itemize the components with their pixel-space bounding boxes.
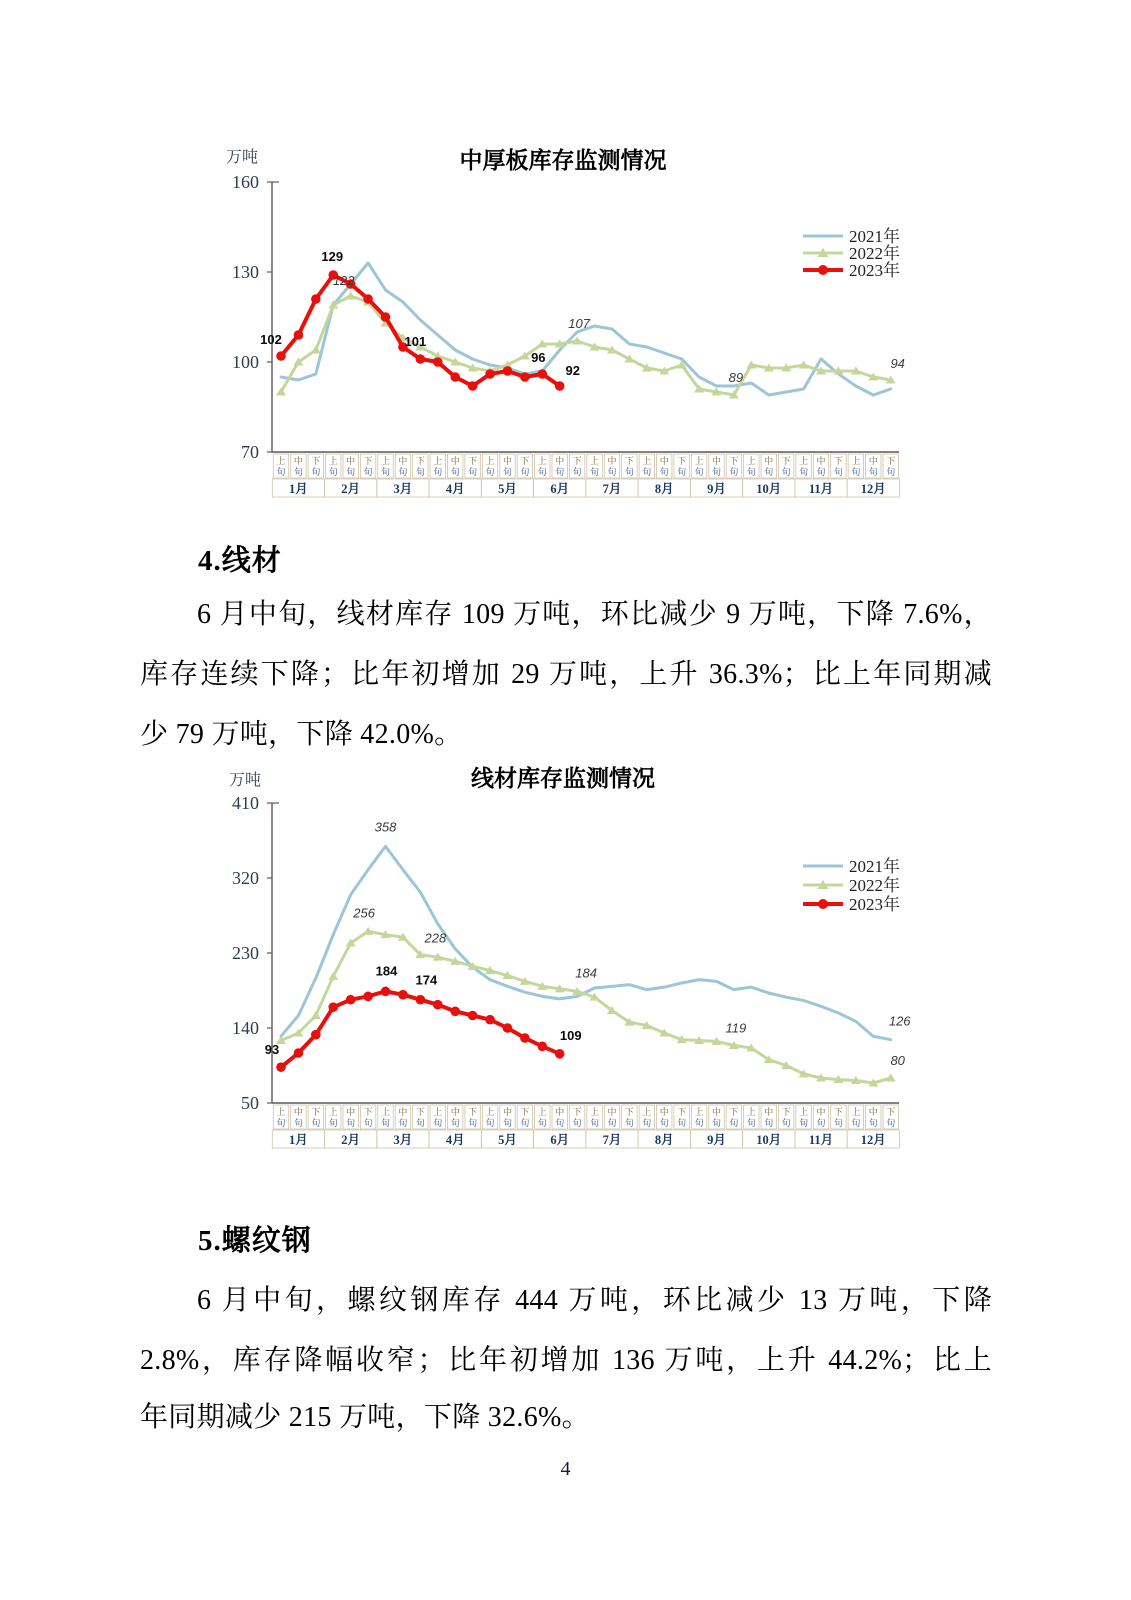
period-label-bottom: 旬 [886,467,896,477]
y-axis-tick-label: 50 [241,1093,259,1113]
period-label-top: 中 [450,456,460,466]
data-label-2023年: 184 [375,963,398,979]
period-label-bottom: 旬 [851,1118,861,1128]
x-axis [272,1103,899,1148]
period-label-top: 中 [555,456,565,466]
chart-medium-plate-inventory [0,130,1131,502]
period-label-bottom: 旬 [415,1118,425,1128]
circle-marker [311,294,321,304]
series-2022年 [276,927,896,1087]
period-label-top: 上 [537,456,547,466]
legend-item-2021年 [803,856,900,876]
y-axis-tick-label: 70 [241,442,259,462]
data-label-2021年: 358 [374,819,397,835]
chart-title: 线材库存监测情况 [471,766,655,791]
period-label-bottom: 旬 [694,467,704,477]
data-label-2022年: 107 [568,316,590,331]
period-label-top: 上 [276,456,286,466]
period-label-top: 上 [328,456,338,466]
period-label-bottom: 旬 [868,467,878,477]
data-label-2022年: 119 [725,1020,747,1036]
period-label-top: 上 [433,1107,443,1117]
chart-wire-rod-inventory [0,755,1131,1155]
period-label-top: 下 [624,456,634,466]
period-label-top: 下 [781,1107,791,1117]
month-label: 3月 [393,482,413,496]
period-label-bottom: 旬 [590,467,600,477]
month-label: 4月 [445,1133,465,1147]
period-label-bottom: 旬 [537,467,547,477]
data-label-2023年: 109 [559,1027,582,1043]
data-label-2023年: 102 [260,332,282,347]
month-label: 9月 [707,482,726,496]
period-label-top: 上 [851,1107,861,1117]
period-label-top: 上 [799,456,809,466]
paragraph-line: 少 79 万吨，下降 42.0%。 [140,719,463,750]
period-label-bottom: 旬 [868,1118,878,1128]
legend-item-2022年 [803,875,900,895]
month-label: 10月 [756,1133,782,1147]
period-label-bottom: 旬 [328,1118,338,1128]
period-label-top: 上 [276,1107,286,1117]
period-label-top: 上 [328,1107,338,1117]
legend-item-2023年 [803,260,900,280]
period-label-top: 下 [520,1107,530,1117]
month-label: 8月 [654,1133,674,1147]
legend-label: 2023年 [849,895,900,914]
x-axis [272,452,899,497]
chart-canvas [0,130,1131,502]
period-label-bottom: 旬 [711,467,722,477]
period-label-top: 下 [311,456,321,466]
y-axis-tick-label: 160 [232,172,259,192]
period-label-bottom: 旬 [572,467,582,477]
month-label: 2月 [341,1133,361,1147]
period-label-top: 下 [781,456,791,466]
circle-marker [381,312,391,322]
data-label-2022年: 228 [424,930,447,946]
period-label-top: 下 [572,456,582,466]
period-label-bottom: 旬 [624,1118,634,1128]
period-label-top: 上 [694,456,704,466]
period-label-bottom: 旬 [520,1118,530,1128]
period-label-top: 下 [363,1107,373,1117]
circle-marker [328,1002,338,1012]
period-label-bottom: 旬 [346,1118,356,1128]
series-2023年 [276,987,564,1072]
month-label: 6月 [550,482,570,496]
circle-marker [433,1000,443,1010]
period-label-top: 中 [293,456,303,466]
month-label: 10月 [756,482,782,496]
data-label-2023年: 92 [565,363,580,378]
circle-marker [555,1049,565,1059]
period-label-bottom: 旬 [433,1118,443,1128]
period-label-top: 下 [886,456,896,466]
period-label-bottom: 旬 [363,467,373,477]
month-label: 9月 [707,1133,726,1147]
period-label-top: 上 [746,456,756,466]
period-label-top: 下 [415,1107,425,1117]
period-label-bottom: 旬 [502,467,512,477]
period-label-bottom: 旬 [468,1118,478,1128]
series-line-2022年 [281,296,891,395]
period-label-bottom: 旬 [520,467,530,477]
data-label-2022年: 122 [332,273,355,288]
circle-marker [294,330,304,340]
legend-label: 2023年 [849,261,900,280]
data-label-2022年: 94 [890,356,905,371]
period-label-top: 下 [468,1107,478,1117]
period-label-top: 中 [293,1107,303,1117]
month-label: 5月 [498,482,517,496]
period-label-bottom: 旬 [415,467,425,477]
period-label-bottom: 旬 [799,467,809,477]
period-label-bottom: 旬 [328,467,338,477]
data-label-2023年: 96 [531,350,546,365]
period-label-top: 上 [590,1107,600,1117]
period-label-top: 上 [537,1107,547,1117]
period-label-top: 中 [450,1107,460,1117]
month-label: 12月 [860,482,886,496]
period-label-bottom: 旬 [764,1118,774,1128]
period-label-bottom: 旬 [851,467,861,477]
legend-label: 2021年 [849,857,900,876]
circle-marker [468,381,478,391]
legend-label: 2022年 [849,244,900,263]
y-axis-tick-label: 140 [232,1018,259,1039]
period-label-bottom: 旬 [468,467,478,477]
series-2021年 [281,846,891,1039]
period-label-bottom: 旬 [816,1118,826,1128]
section-heading-wire-rod: 4.线材 [198,545,282,577]
chart-canvas [0,755,1131,1155]
data-label-2023年: 93 [264,1042,280,1058]
period-label-top: 中 [868,1107,878,1117]
period-label-bottom: 旬 [642,1118,652,1128]
y-axis-unit-label: 万吨 [225,149,259,166]
period-label-bottom: 旬 [537,1118,547,1128]
period-label-top: 下 [833,1107,843,1117]
period-label-bottom: 旬 [729,467,739,477]
period-label-bottom: 旬 [711,1118,722,1128]
period-label-bottom: 旬 [502,1118,512,1128]
circle-marker [416,995,426,1005]
series-line-2022年 [281,931,891,1083]
period-label-bottom: 旬 [363,1118,373,1128]
period-label-top: 下 [572,1107,582,1117]
period-label-top: 上 [485,456,495,466]
period-label-top: 中 [398,456,408,466]
month-label: 5月 [498,1133,517,1147]
triangle-marker [311,346,321,354]
circle-marker [433,357,443,367]
period-label-bottom: 旬 [381,467,391,477]
period-label-top: 中 [346,456,356,466]
period-label-top: 下 [886,1107,896,1117]
chart-title: 中厚板库存监测情况 [459,148,667,173]
data-label-2022年: 256 [353,905,375,921]
period-label-top: 上 [799,1107,809,1117]
period-label-top: 下 [833,456,843,466]
period-label-bottom: 旬 [799,1118,809,1128]
circle-marker [311,1030,321,1040]
period-label-top: 上 [381,1107,391,1117]
period-label-bottom: 旬 [433,467,443,477]
month-label: 1月 [289,482,308,496]
circle-marker [520,1033,530,1043]
period-label-bottom: 旬 [607,467,617,477]
legend [803,856,900,914]
period-label-bottom: 旬 [659,467,669,477]
page-number: 4 [560,1458,571,1480]
month-label: 7月 [602,482,622,496]
paragraph-line: 年同期减少 215 万吨，下降 32.6%。 [140,1402,590,1433]
series-line-2021年 [281,846,891,1039]
period-label-bottom: 旬 [311,467,321,477]
period-label-top: 中 [607,456,617,466]
period-label-bottom: 旬 [450,1118,460,1128]
period-label-top: 中 [346,1107,356,1117]
period-label-top: 中 [555,1107,565,1117]
period-label-bottom: 旬 [833,467,843,477]
period-label-top: 中 [764,1107,774,1117]
period-label-bottom: 旬 [293,467,303,477]
y-axis-unit-label: 万吨 [228,772,262,789]
period-label-top: 上 [642,456,652,466]
period-label-top: 中 [816,1107,826,1117]
period-label-bottom: 旬 [381,1118,391,1128]
circle-marker [450,372,460,382]
period-label-top: 中 [764,456,774,466]
period-label-bottom: 旬 [624,467,634,477]
period-label-top: 下 [729,456,739,466]
period-label-top: 上 [485,1107,495,1117]
period-label-top: 上 [746,1107,756,1117]
circle-marker [818,265,828,275]
period-label-bottom: 旬 [781,1118,791,1128]
period-label-top: 上 [694,1107,704,1117]
month-label: 4月 [445,482,465,496]
circle-marker [346,995,356,1005]
circle-marker [381,987,391,997]
circle-marker [468,1011,478,1021]
month-label: 1月 [289,1133,308,1147]
period-label-bottom: 旬 [276,467,286,477]
circle-marker [485,1015,495,1025]
month-label: 11月 [808,482,834,496]
period-label-top: 上 [381,456,391,466]
y-axis-tick-label: 130 [232,262,259,282]
month-label: 7月 [602,1133,622,1147]
period-label-bottom: 旬 [555,1118,565,1128]
circle-marker [294,1048,304,1058]
period-label-bottom: 旬 [590,1118,600,1128]
period-label-bottom: 旬 [346,467,356,477]
period-label-top: 中 [816,456,826,466]
period-label-bottom: 旬 [886,1118,896,1128]
circle-marker [276,351,286,361]
circle-marker [538,1042,548,1052]
period-label-top: 中 [868,456,878,466]
period-label-bottom: 旬 [781,467,791,477]
y-axis-tick-label: 320 [232,868,259,889]
period-label-top: 中 [502,456,512,466]
period-label-top: 中 [659,456,669,466]
legend [803,226,900,280]
period-label-bottom: 旬 [450,467,460,477]
period-label-top: 中 [711,456,722,466]
circle-marker [538,369,548,379]
month-label: 2月 [341,482,361,496]
period-label-bottom: 旬 [816,467,826,477]
period-label-top: 下 [677,1107,687,1117]
period-label-top: 上 [851,456,861,466]
legend-item-2023年 [803,894,900,914]
section-heading-rebar: 5.螺纹钢 [198,1225,312,1257]
paragraph-line: 6 月中旬，螺纹钢库存 444 万吨，环比减少 13 万吨，下降 [197,1285,992,1316]
legend-label: 2022年 [849,876,900,895]
period-label-top: 下 [520,456,530,466]
month-label: 12月 [860,1133,886,1147]
data-label-2023年: 101 [404,334,427,349]
period-label-bottom: 旬 [764,467,774,477]
circle-marker [398,990,408,1000]
period-label-bottom: 旬 [276,1118,286,1128]
legend-label: 2021年 [849,227,900,246]
period-label-top: 上 [590,456,600,466]
period-label-bottom: 旬 [729,1118,739,1128]
circle-marker [555,381,565,391]
circle-marker [818,899,828,909]
data-label-2021年: 126 [888,1013,911,1029]
period-label-top: 上 [433,456,443,466]
period-label-top: 下 [624,1107,634,1117]
period-label-bottom: 旬 [642,467,652,477]
period-label-top: 下 [468,456,478,466]
period-label-top: 中 [607,1107,617,1117]
period-label-bottom: 旬 [607,1118,617,1128]
period-label-bottom: 旬 [659,1118,669,1128]
period-label-bottom: 旬 [398,467,408,477]
period-label-top: 下 [677,456,687,466]
month-label: 3月 [393,1133,413,1147]
data-label-2022年: 184 [575,965,597,981]
legend-item-2021年 [803,226,900,246]
data-label-2023年: 129 [321,249,344,264]
month-label: 11月 [808,1133,834,1147]
period-label-top: 下 [415,456,425,466]
period-label-bottom: 旬 [485,467,495,477]
triangle-marker [311,1011,321,1019]
period-label-bottom: 旬 [694,1118,704,1128]
month-label: 8月 [654,482,674,496]
period-label-top: 下 [729,1107,739,1117]
period-label-bottom: 旬 [572,1118,582,1128]
y-axis [232,793,279,1113]
legend-item-2022年 [803,243,900,263]
period-label-bottom: 旬 [677,467,687,477]
circle-marker [485,369,495,379]
period-label-bottom: 旬 [833,1118,843,1128]
circle-marker [363,992,373,1002]
circle-marker [276,1062,286,1072]
circle-marker [416,354,426,364]
circle-marker [503,366,513,376]
y-axis-tick-label: 100 [232,352,259,372]
period-label-top: 中 [502,1107,512,1117]
period-label-bottom: 旬 [485,1118,495,1128]
y-axis-tick-label: 410 [232,793,259,814]
circle-marker [450,1007,460,1017]
period-label-bottom: 旬 [293,1118,303,1128]
period-label-bottom: 旬 [311,1118,321,1128]
data-label-2022年: 80 [890,1053,905,1069]
period-label-top: 中 [659,1107,669,1117]
period-label-top: 中 [398,1107,408,1117]
circle-marker [363,294,373,304]
y-axis [232,172,279,462]
triangle-marker [328,972,338,980]
period-label-top: 中 [711,1107,722,1117]
series-2022年 [276,292,896,399]
circle-marker [503,1023,513,1033]
paragraph-line: 2.8%，库存降幅收窄；比年初增加 136 万吨，上升 44.2%；比上 [140,1345,992,1376]
period-label-top: 上 [642,1107,652,1117]
data-label-2022年: 89 [728,370,744,385]
data-label-2023年: 174 [415,972,438,988]
paragraph-line: 6 月中旬，线材库存 109 万吨，环比减少 9 万吨，下降 7.6%， [197,599,992,630]
period-label-bottom: 旬 [746,467,756,477]
circle-marker [520,372,530,382]
period-label-bottom: 旬 [555,467,565,477]
triangle-marker [346,292,356,300]
period-label-bottom: 旬 [677,1118,687,1128]
period-label-top: 下 [311,1107,321,1117]
paragraph-line: 库存连续下降；比年初增加 29 万吨，上升 36.3%；比上年同期减 [140,659,992,690]
period-label-bottom: 旬 [398,1118,408,1128]
month-label: 6月 [550,1133,570,1147]
period-label-top: 下 [363,456,373,466]
period-label-bottom: 旬 [746,1118,756,1128]
y-axis-tick-label: 230 [232,943,259,964]
